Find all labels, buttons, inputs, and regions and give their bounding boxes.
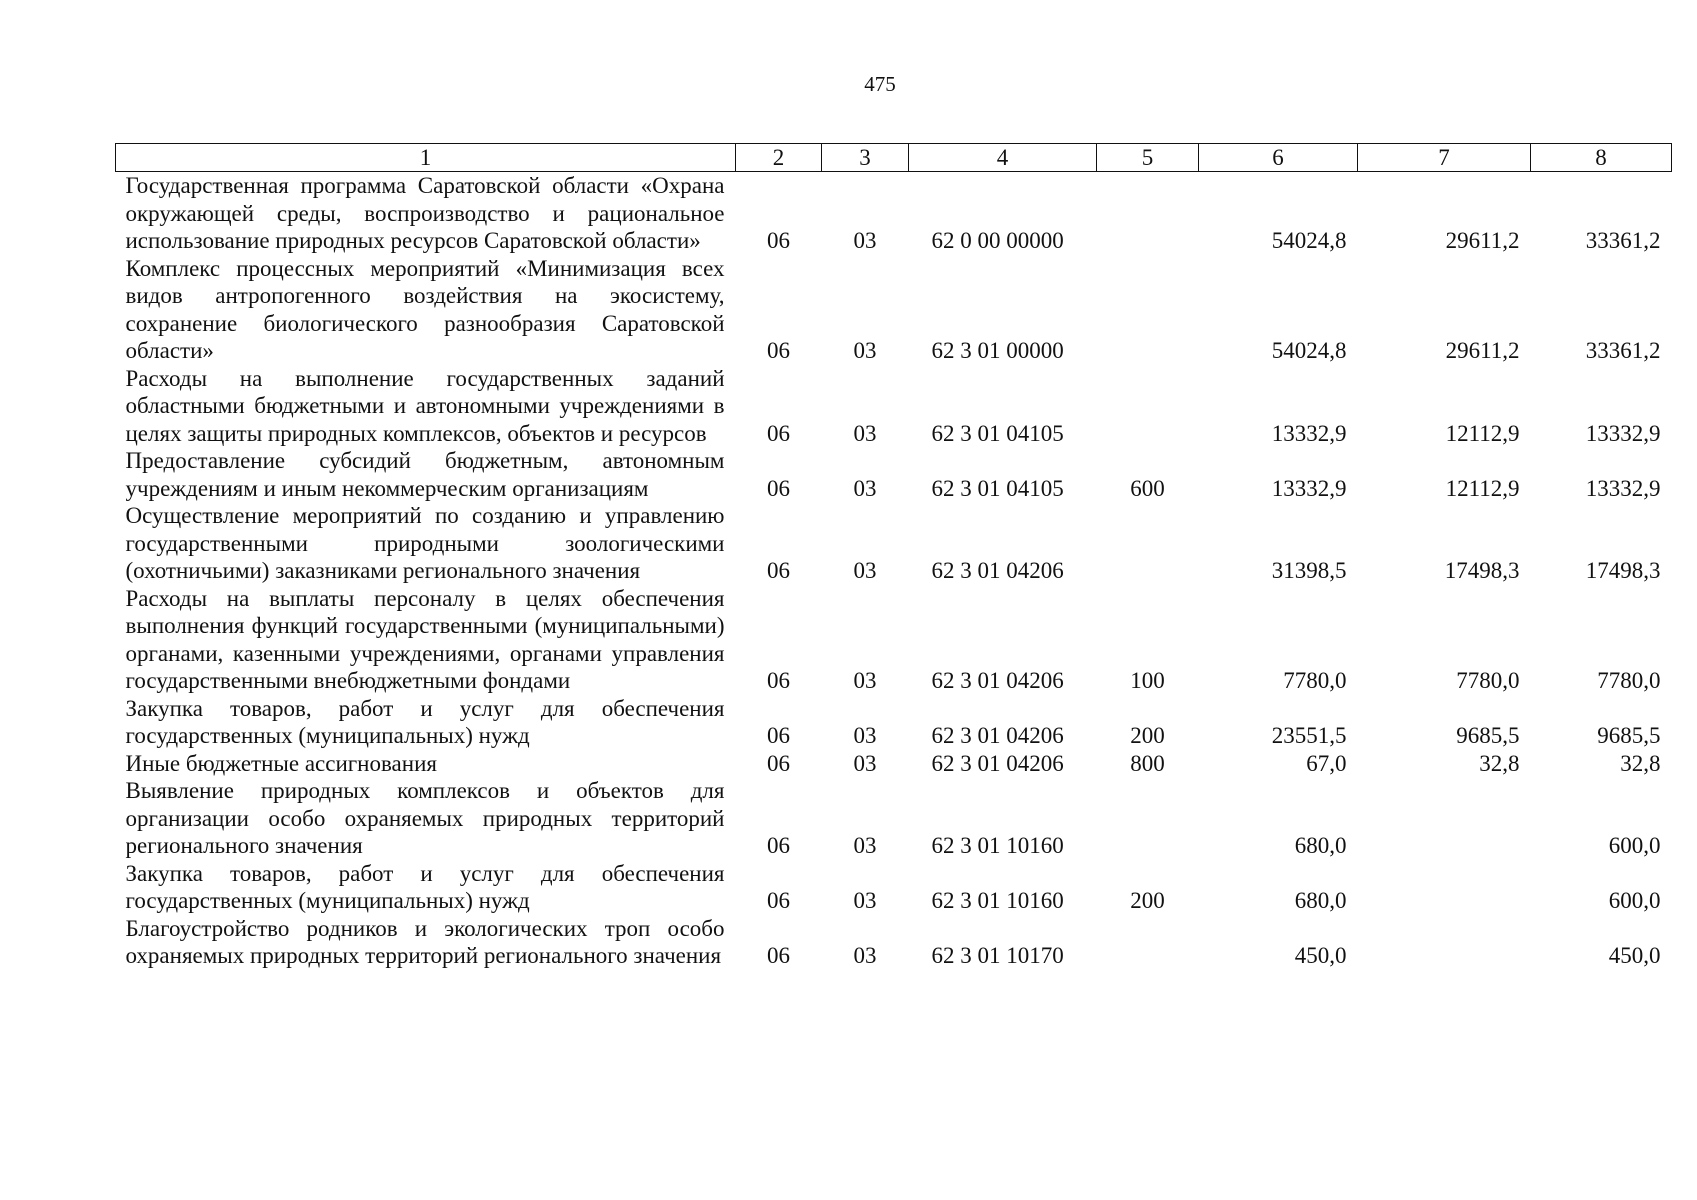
- row-section: 06: [767, 228, 790, 253]
- row-subsection: 03: [853, 338, 877, 363]
- row-name: Закупка товаров, работ и услуг для обеспечения государственных (муниципальных) нужд: [125, 860, 725, 913]
- row-subsection: 03: [853, 723, 877, 748]
- row-subsection: 03: [853, 420, 877, 446]
- row-section: 06: [767, 833, 790, 858]
- row-target-code: 62 3 01 10160: [931, 888, 1064, 913]
- row-amount-col8: 9685,5: [1597, 723, 1661, 748]
- table-row: [116, 365, 1672, 448]
- row-section: 06: [767, 338, 790, 363]
- header-col-5: 5: [1097, 144, 1199, 172]
- row-subsection: 03: [853, 228, 877, 253]
- row-target-code: 62 3 01 04206: [931, 723, 1064, 748]
- budget-table: [115, 143, 1672, 970]
- header-col-7: 7: [1358, 144, 1531, 172]
- row-target-code: 62 3 01 10160: [931, 833, 1064, 858]
- row-subsection: 03: [853, 833, 877, 858]
- row-amount-col7: 17498,3: [1444, 558, 1520, 583]
- row-amount-col8: 13332,9: [1585, 475, 1661, 501]
- row-expense-type: [1097, 255, 1199, 365]
- header-col-8: 8: [1531, 144, 1672, 172]
- row-amount-col8: 600,0: [1608, 833, 1661, 858]
- table-row: [116, 695, 1672, 750]
- row-expense-type: 200: [1130, 888, 1165, 913]
- row-target-code: 62 3 01 04206: [931, 558, 1064, 583]
- row-amount-col6: 67,0: [1306, 750, 1347, 776]
- row-section: 06: [767, 475, 790, 501]
- row-section: 06: [767, 723, 790, 748]
- row-expense-type: 800: [1130, 750, 1165, 776]
- row-expense-type: [1097, 502, 1199, 585]
- row-amount-col8: 7780,0: [1597, 668, 1661, 693]
- row-target-code: 62 3 01 04105: [931, 475, 1064, 501]
- table-row: [116, 502, 1672, 585]
- row-target-code: 62 3 01 04105: [931, 420, 1064, 446]
- row-name: Предоставление субсидий бюджетным, автономным учреждениям и иным некоммерческим организациям: [125, 448, 725, 501]
- header-col-4: 4: [909, 144, 1097, 172]
- row-section: 06: [767, 668, 790, 693]
- row-amount-col7: [1358, 915, 1531, 970]
- row-target-code: 62 0 00 00000: [931, 228, 1064, 253]
- row-subsection: 03: [853, 888, 877, 913]
- row-amount-col6: 13332,9: [1271, 420, 1347, 446]
- row-subsection: 03: [853, 750, 877, 776]
- header-col-3: 3: [822, 144, 909, 172]
- header-col-1: 1: [116, 144, 736, 172]
- row-name: Иные бюджетные ассигнования: [125, 750, 437, 776]
- row-expense-type: [1097, 915, 1199, 970]
- row-name: Выявление природных комплексов и объектов для организации особо охраняемых природных территорий регионального значения: [125, 778, 725, 858]
- row-amount-col8: 32,8: [1620, 750, 1661, 776]
- row-expense-type: [1097, 172, 1199, 255]
- row-amount-col7: 32,8: [1479, 750, 1520, 776]
- row-amount-col6: 7780,0: [1283, 668, 1347, 693]
- table-row: [116, 750, 1672, 778]
- row-amount-col8: 600,0: [1608, 888, 1661, 913]
- row-subsection: 03: [853, 558, 877, 583]
- header-col-2: 2: [736, 144, 822, 172]
- table-body: [116, 172, 1672, 970]
- row-amount-col7: 7780,0: [1456, 668, 1520, 693]
- row-amount-col7: 29611,2: [1445, 228, 1520, 253]
- row-section: 06: [767, 888, 790, 913]
- row-subsection: 03: [853, 943, 877, 968]
- row-amount-col8: 13332,9: [1585, 420, 1661, 446]
- row-amount-col7: 9685,5: [1456, 723, 1520, 748]
- row-amount-col8: 17498,3: [1585, 558, 1661, 583]
- row-amount-col6: 54024,8: [1271, 228, 1347, 253]
- row-amount-col7: [1358, 860, 1531, 915]
- row-amount-col7: 12112,9: [1445, 475, 1520, 501]
- row-name: Закупка товаров, работ и услуг для обеспечения государственных (муниципальных) нужд: [125, 695, 725, 748]
- table-row: [116, 585, 1672, 695]
- row-amount-col6: 680,0: [1294, 833, 1347, 858]
- row-amount-col6: 680,0: [1294, 888, 1347, 913]
- row-subsection: 03: [853, 475, 877, 501]
- page-number: 475: [864, 72, 896, 96]
- row-amount-col7: [1358, 777, 1531, 860]
- row-target-code: 62 3 01 00000: [931, 338, 1064, 363]
- row-name: Осуществление мероприятий по созданию и управлению государственными природными зоологическими (охотничьими) заказниками регионального значения: [125, 503, 725, 583]
- header-row: [116, 144, 1672, 172]
- row-section: 06: [767, 750, 790, 776]
- row-target-code: 62 3 01 04206: [931, 668, 1064, 693]
- row-name: Расходы на выплаты персоналу в целях обеспечения выполнения функций государственными (муниципальными) органами, казенными учреждениями, органами управления государственными внебюджетными фондами: [125, 585, 725, 693]
- row-expense-type: [1097, 777, 1199, 860]
- row-amount-col7: 12112,9: [1445, 420, 1520, 446]
- row-name: Комплекс процессных мероприятий «Минимизация всех видов антропогенного воздействия на экосистему, сохранение биологического разнообразия Саратовской области»: [125, 255, 725, 363]
- table-row: [116, 915, 1672, 970]
- table-row: [116, 255, 1672, 365]
- row-name: Государственная программа Саратовской области «Охрана окружающей среды, воспроизводство и рациональное использование природных ресурсов Саратовской области»: [125, 173, 725, 253]
- row-expense-type: [1097, 365, 1199, 448]
- table-row: [116, 447, 1672, 502]
- row-expense-type: 200: [1130, 723, 1165, 748]
- row-section: 06: [767, 420, 790, 446]
- row-amount-col8: 450,0: [1608, 943, 1661, 968]
- table-row: [116, 172, 1672, 255]
- row-subsection: 03: [853, 668, 877, 693]
- row-section: 06: [767, 943, 790, 968]
- row-target-code: 62 3 01 10170: [931, 943, 1064, 968]
- table-row: [116, 777, 1672, 860]
- row-amount-col6: 31398,5: [1271, 558, 1347, 583]
- row-amount-col7: 29611,2: [1445, 338, 1520, 363]
- table-row: [116, 860, 1672, 915]
- row-expense-type: 100: [1130, 668, 1165, 693]
- row-amount-col8: 33361,2: [1585, 228, 1661, 253]
- table-header: [116, 144, 1672, 172]
- row-name: Расходы на выполнение государственных заданий областными бюджетными и автономными учреждениями в целях защиты природных комплексов, объектов и ресурсов: [125, 365, 725, 446]
- row-amount-col6: 13332,9: [1271, 475, 1347, 501]
- row-amount-col6: 23551,5: [1271, 723, 1347, 748]
- row-target-code: 62 3 01 04206: [931, 750, 1064, 776]
- row-amount-col6: 450,0: [1294, 943, 1347, 968]
- row-name: Благоустройство родников и экологических троп особо охраняемых природных территорий регионального значения: [125, 915, 725, 968]
- row-amount-col8: 33361,2: [1585, 338, 1661, 363]
- row-amount-col6: 54024,8: [1271, 338, 1347, 363]
- header-col-6: 6: [1199, 144, 1358, 172]
- row-section: 06: [767, 558, 790, 583]
- row-expense-type: 600: [1130, 475, 1165, 501]
